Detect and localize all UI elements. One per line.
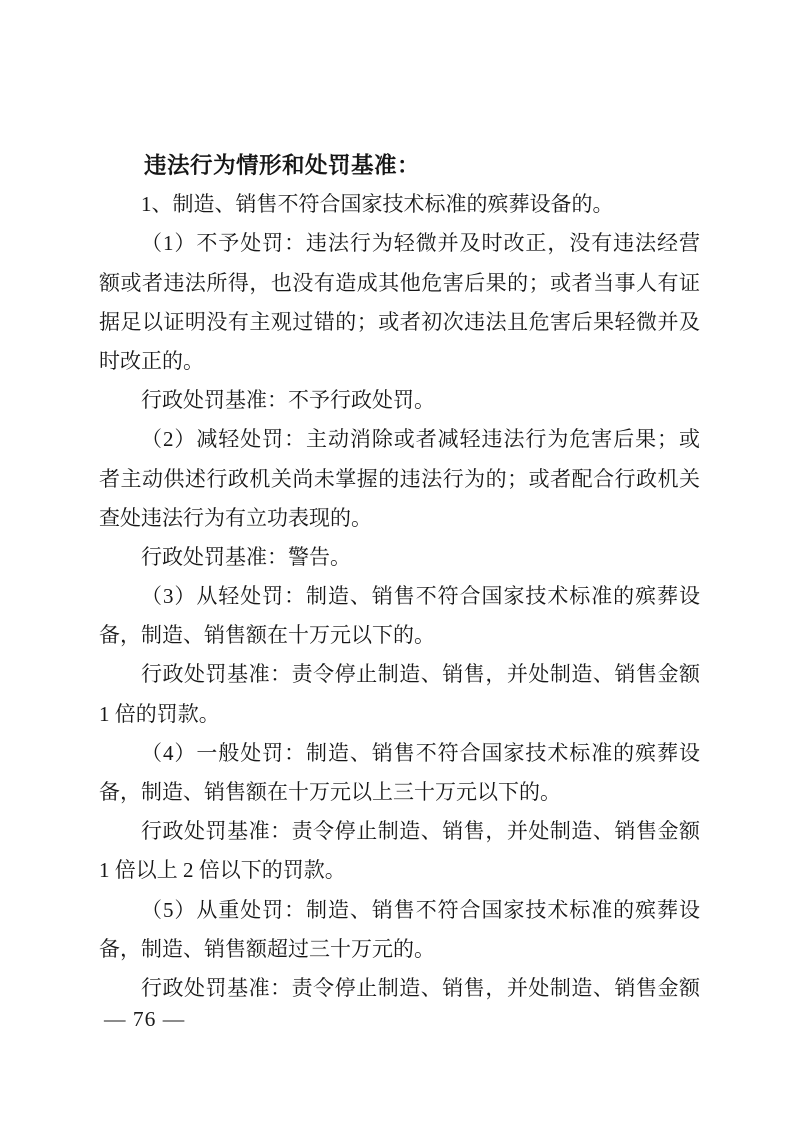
text-line: 行政处罚基准：责令停止制造、销售，并处制造、销售金额 [141, 975, 700, 1000]
text-line: 1、制造、销售不符合国家技术标准的殡葬设备的。 [141, 192, 614, 217]
text-line: （2）减轻处罚：主动消除或者减轻违法行为危害后果；或 [141, 427, 700, 452]
text-line: 据足以证明没有主观过错的；或者初次违法且危害后果轻微并及 [99, 309, 700, 334]
section-heading: 违法行为情形和处罚基准： [144, 153, 421, 178]
text-line: 备，制造、销售额超过三十万元的。 [99, 936, 435, 961]
text-line: 额或者违法所得，也没有造成其他危害后果的；或者当事人有证 [99, 270, 700, 295]
text-line: 行政处罚基准：责令停止制造、销售，并处制造、销售金额 [141, 819, 700, 844]
text-line: 行政处罚基准：不予行政处罚。 [141, 388, 435, 413]
text-line: 行政处罚基准：警告。 [141, 544, 351, 569]
text-line: （4）一般处罚：制造、销售不符合国家技术标准的殡葬设 [141, 740, 700, 765]
document-body [99, 146, 700, 1008]
text-line: 者主动供述行政机关尚未掌握的违法行为的；或者配合行政机关 [99, 466, 700, 491]
text-line: （3）从轻处罚：制造、销售不符合国家技术标准的殡葬设 [141, 584, 700, 609]
text-line: （1）不予处罚：违法行为轻微并及时改正，没有违法经营 [141, 231, 700, 256]
page-number: — 76 — [104, 1007, 186, 1031]
text-line: 1 倍的罚款。 [99, 701, 220, 726]
text-line: 查处违法行为有立功表现的。 [99, 505, 372, 530]
text-line: 1 倍以上 2 倍以下的罚款。 [99, 858, 346, 883]
text-line: 备，制造、销售额在十万元以下的。 [99, 623, 435, 648]
text-line: 时改正的。 [99, 348, 204, 373]
text-line: （5）从重处罚：制造、销售不符合国家技术标准的殡葬设 [141, 897, 700, 922]
text-line: 行政处罚基准：责令停止制造、销售，并处制造、销售金额 [141, 662, 700, 687]
text-line: 备，制造、销售额在十万元以上三十万元以下的。 [99, 780, 561, 804]
